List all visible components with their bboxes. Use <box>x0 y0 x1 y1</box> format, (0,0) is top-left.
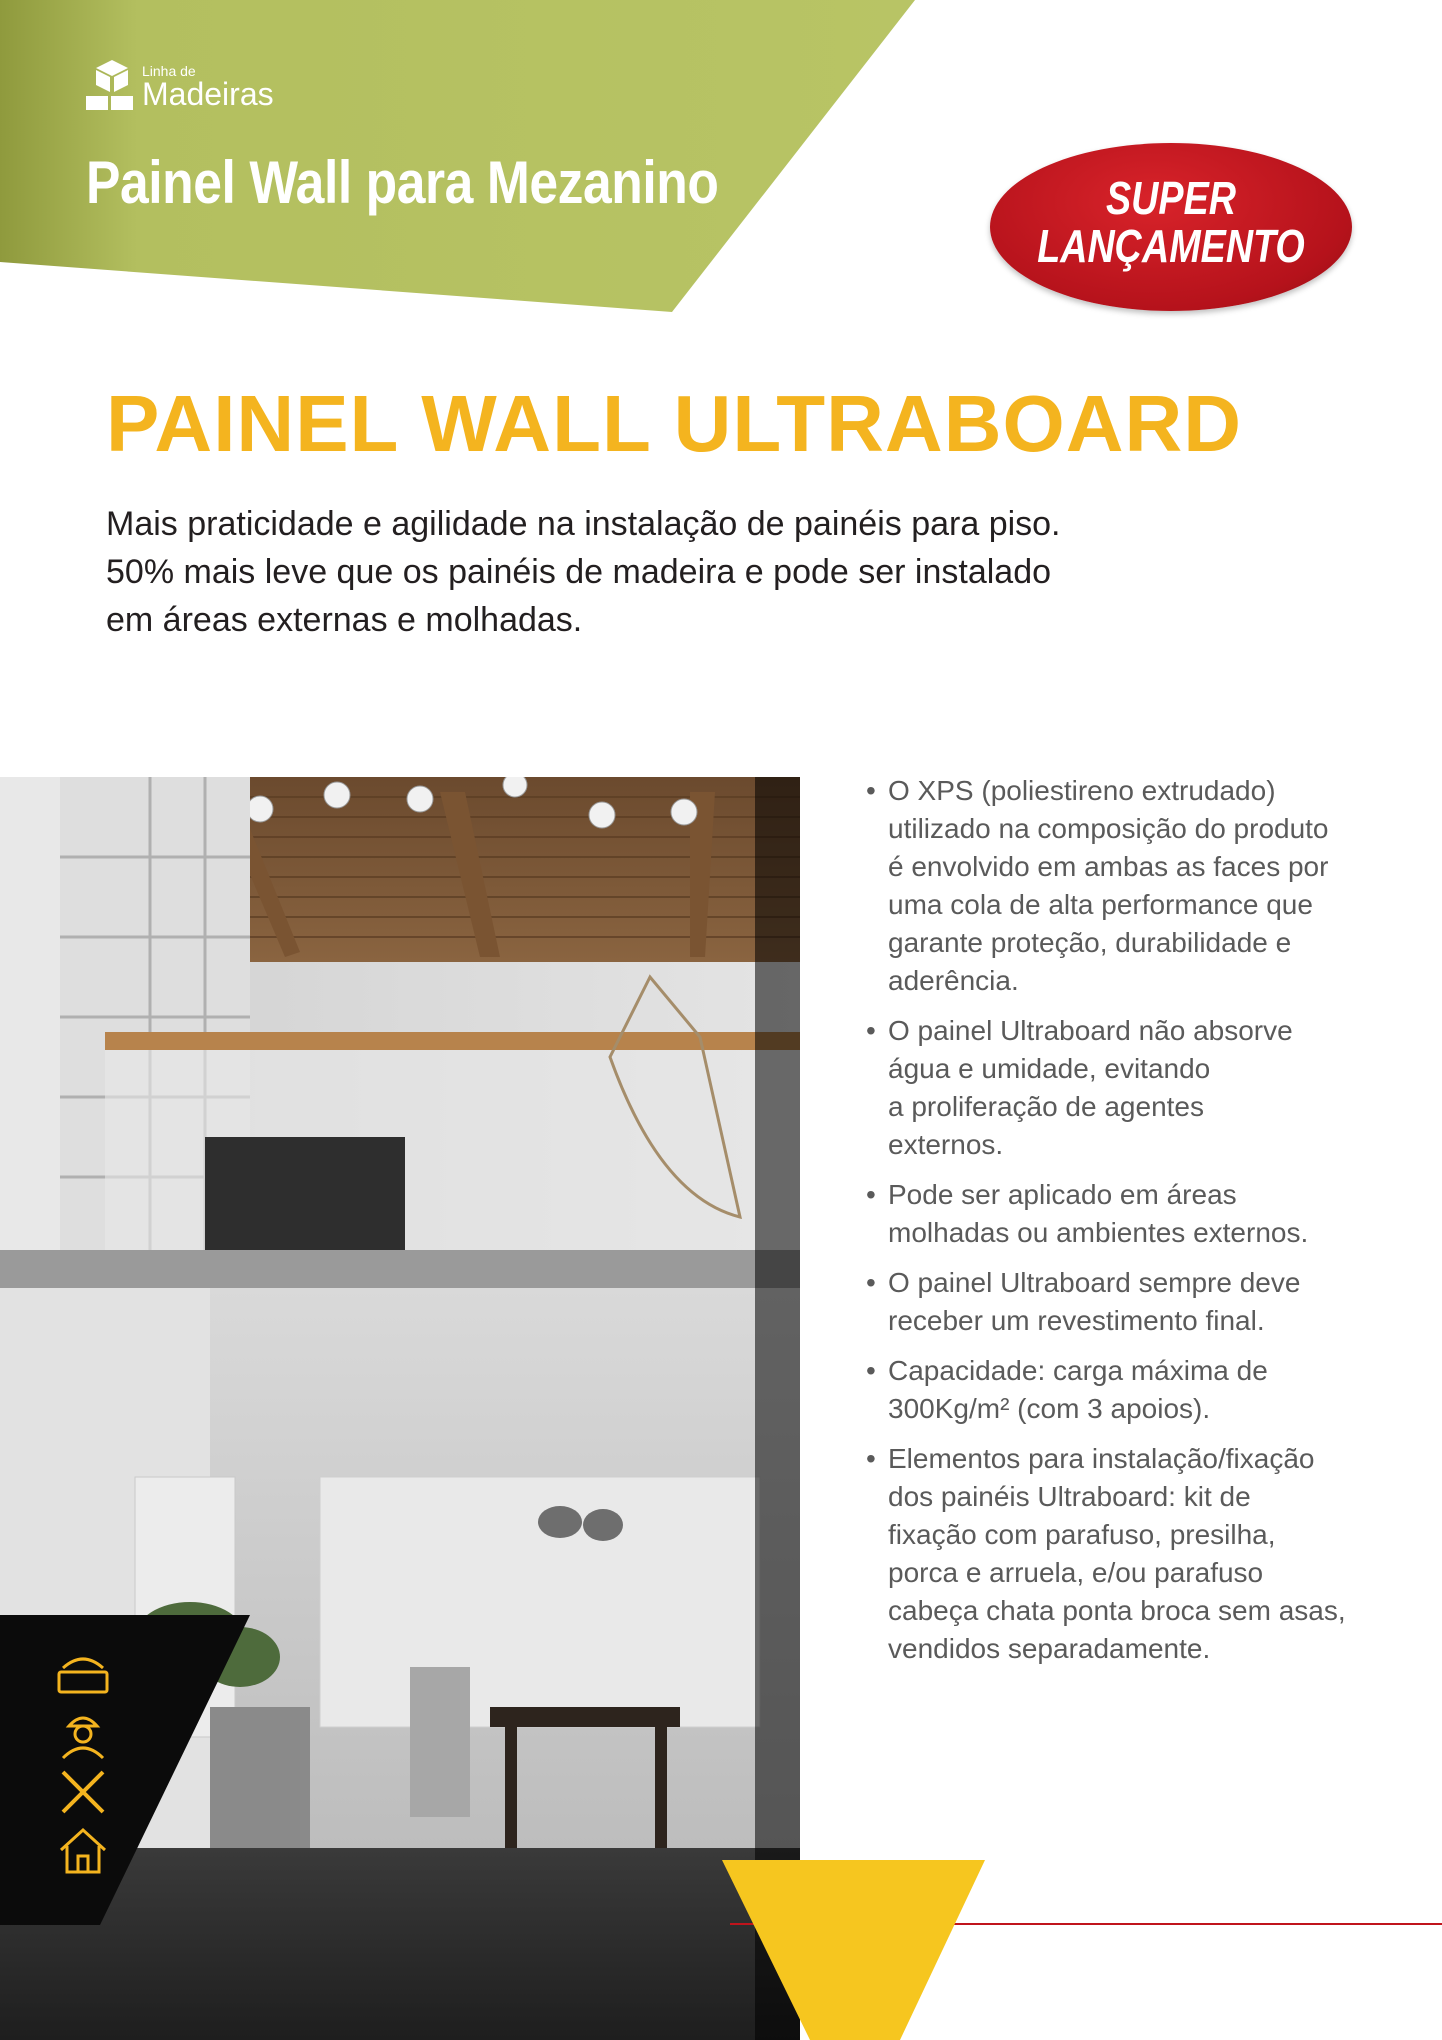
brand-subtitle: Linha de <box>142 63 196 79</box>
list-item-line: O painel Ultraboard sempre deve <box>888 1267 1301 1298</box>
list-item-line: Capacidade: carga máxima de <box>888 1355 1268 1386</box>
bullet-dot: • <box>866 1015 876 1046</box>
badge-line-1: SUPER <box>1106 172 1236 224</box>
list-item-line: água e umidade, evitando <box>888 1053 1211 1084</box>
list-item-line: Elementos para instalação/fixação <box>888 1443 1315 1474</box>
intro-line: 50% mais leve que os painéis de madeira e pode ser instalado <box>106 553 1052 591</box>
tools-icon <box>53 1766 113 1818</box>
list-item-line: a proliferação de agentes <box>888 1091 1204 1122</box>
intro-paragraph <box>106 500 1206 644</box>
list-item-line: externos. <box>888 1129 1004 1160</box>
bullet-dot: • <box>866 1443 876 1474</box>
intro-line: Mais praticidade e agilidade na instalação de painéis para piso. <box>106 505 1061 543</box>
list-item-line: dos painéis Ultraboard: kit de <box>888 1481 1251 1512</box>
list-item <box>862 1352 1402 1428</box>
launch-badge <box>990 143 1352 311</box>
bullet-dot: • <box>866 1355 876 1386</box>
list-item-line: Pode ser aplicado em áreas <box>888 1179 1237 1210</box>
list-item-line: porca e arruela, e/ou parafuso <box>888 1557 1264 1588</box>
list-item-line: garante proteção, durabilidade e <box>888 927 1292 958</box>
worker-icon <box>53 1708 113 1760</box>
banner-title: Painel Wall para Mezanino <box>86 149 719 216</box>
list-item-line: uma cola de alta performance que <box>888 889 1313 920</box>
list-item-line: O painel Ultraboard não absorve <box>888 1015 1293 1046</box>
list-item-line: 300Kg/m² (com 3 apoios). <box>888 1393 1211 1424</box>
list-item-line: é envolvido em ambas as faces por <box>888 851 1329 882</box>
bottom-decoration <box>0 1860 1442 2040</box>
bullet-dot: • <box>866 1267 876 1298</box>
list-item <box>862 1012 1402 1164</box>
saw-icon <box>53 1650 113 1702</box>
list-item <box>862 772 1402 1000</box>
list-item <box>862 1176 1402 1252</box>
brand-name: Madeiras <box>142 76 274 112</box>
badge-line-2: LANÇAMENTO <box>1037 220 1305 272</box>
list-item-line: vendidos separadamente. <box>888 1633 1211 1664</box>
list-item-line: aderência. <box>888 965 1019 996</box>
list-item <box>862 1264 1402 1340</box>
product-headline: PAINEL WALL ULTRABOARD <box>106 379 1243 468</box>
list-item-line: O XPS (poliestireno extrudado) <box>888 775 1276 806</box>
intro-line: em áreas externas e molhadas. <box>106 601 583 639</box>
bullet-dot: • <box>866 1179 876 1210</box>
yellow-triangle <box>722 1860 985 2040</box>
list-item-line: molhadas ou ambientes externos. <box>888 1217 1309 1248</box>
list-item <box>862 1440 1402 1668</box>
feature-list <box>862 772 1402 1680</box>
list-item-line: cabeça chata ponta broca sem asas, <box>888 1595 1346 1626</box>
list-item-line: receber um revestimento final. <box>888 1305 1265 1336</box>
bullet-dot: • <box>866 775 876 806</box>
list-item-line: utilizado na composição do produto <box>888 813 1329 844</box>
list-item-line: fixação com parafuso, presilha, <box>888 1519 1276 1550</box>
